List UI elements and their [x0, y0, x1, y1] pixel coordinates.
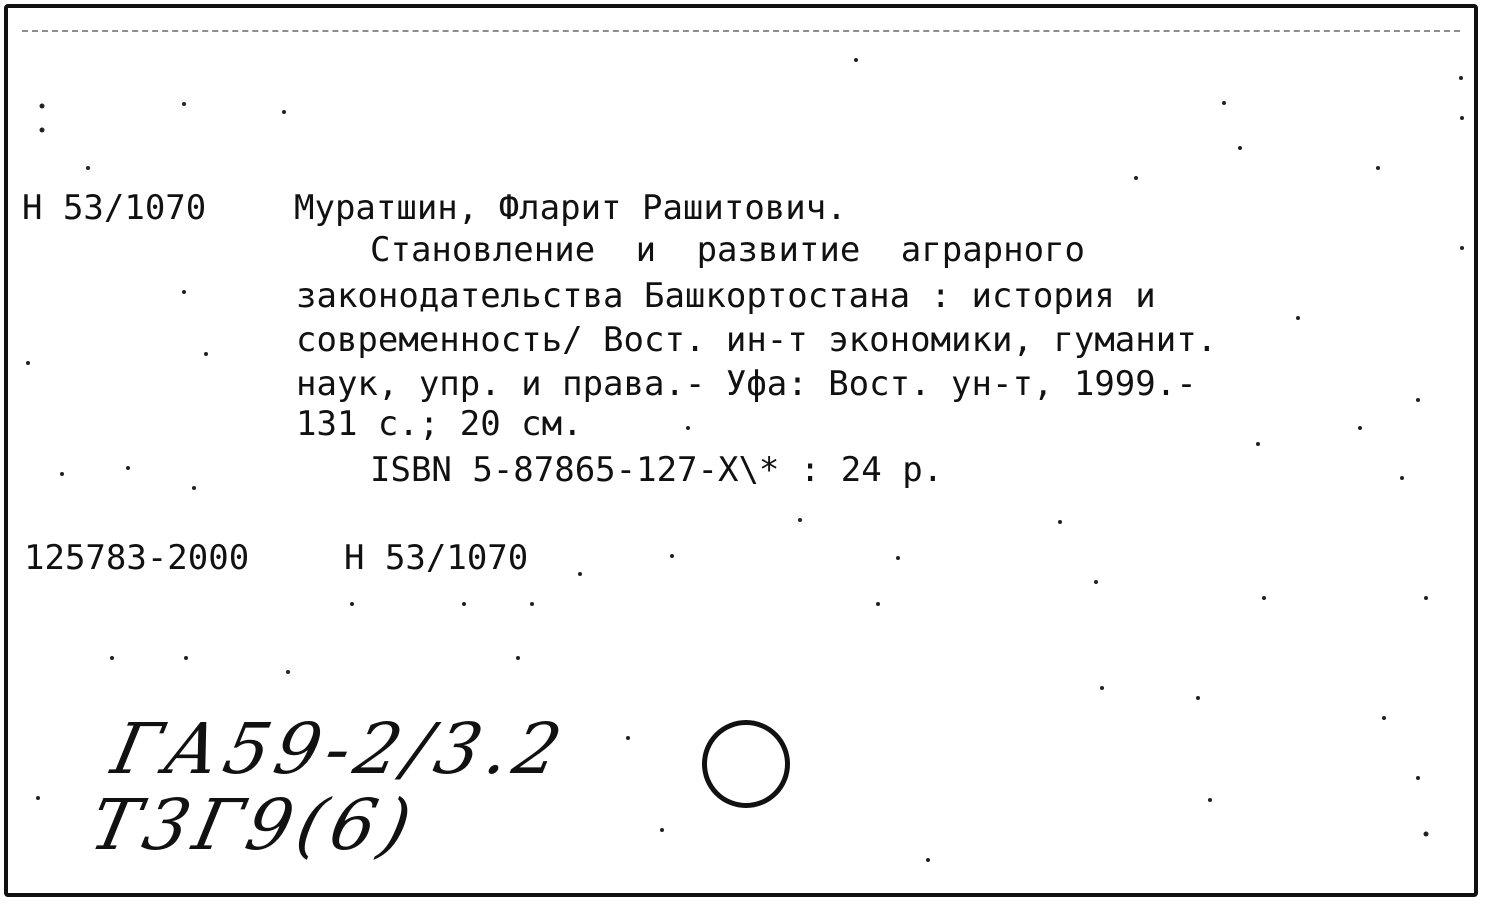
shelf-mark-repeat: H 53/1070: [344, 538, 529, 578]
handwritten-classification-1: ГА59-2/3.2: [105, 708, 575, 790]
title-line: 131 с.; 20 см.: [296, 404, 583, 444]
catalog-card: [4, 4, 1478, 897]
handwritten-classification-2: Т3Г9(6): [83, 784, 424, 866]
author-heading: Муратшин, Фларит Рашитович.: [294, 188, 847, 228]
title-line: законодательства Башкортостана : история и: [296, 276, 1156, 316]
shelf-mark: H 53/1070: [22, 188, 207, 228]
title-line: наук, упр. и права.- Уфа: Вост. ун-т, 1999.-: [296, 364, 1197, 404]
accession-number: 125783-2000: [24, 538, 250, 578]
circle-mark-icon: [702, 720, 790, 808]
title-line: Становление и развитие аграрного: [370, 230, 1086, 270]
title-line: современность/ Вост. ин-т экономики, гуманит.: [296, 320, 1218, 360]
isbn-price: ISBN 5-87865-127-X\* : 24 р.: [370, 450, 944, 490]
